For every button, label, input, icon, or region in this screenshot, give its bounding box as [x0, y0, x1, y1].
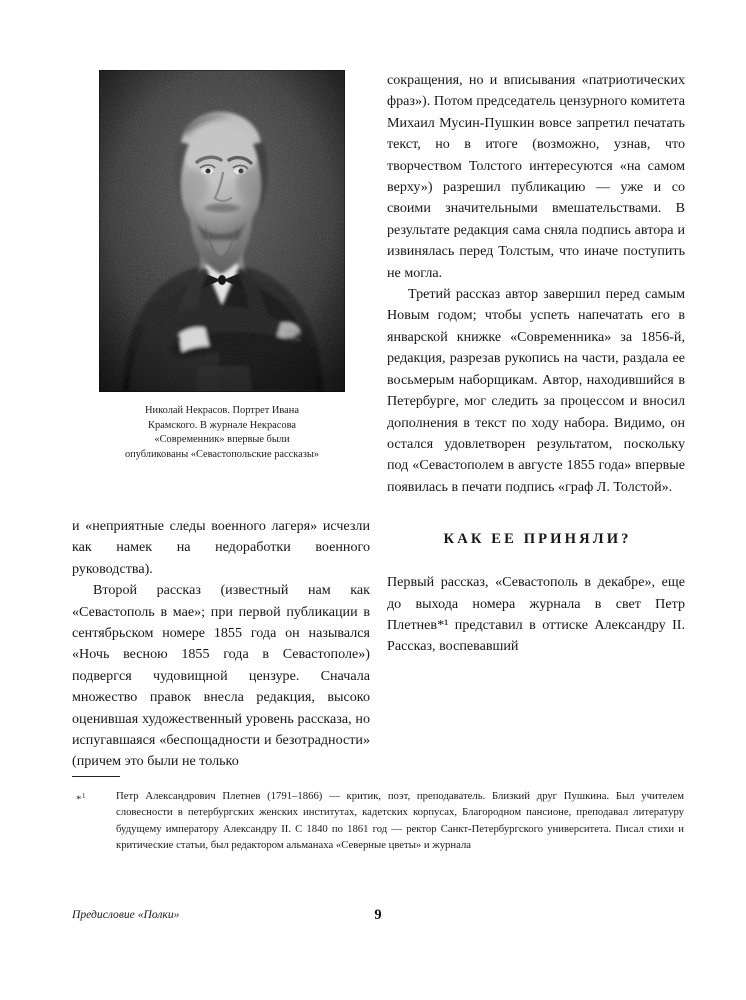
footnote-text: Петр Александрович Плетнев (1791–1866) — критик, поэт, преподаватель. Близкий друг Пушкина. Был учителем словесности в петербургских женских институтах, кадетских корпусах, Благородном пансионе, преподавал литературу будущему императору Александру II. С 1840 по 1861 год — ректор Санкт-Петербургского университета. Писал стихи и критические статьи, был редактором альманаха «Северные цветы» и журнала	[116, 790, 684, 852]
paragraph: Второй рассказ (известный нам как «Севастополь в мае»; при первой публикации в сентябрьском номере 1855 года он назывался «Ночь весною 1855 года в Севастополе») подвергся чудовищной цензуре. Сначала множество правок внесла редакция, высоко оценившая художественный уровень рассказа, но испугавшаяся «беспощадности и безотрадности» (причем это были не только	[72, 582, 370, 770]
running-title: Предисловие «Полки»	[72, 908, 180, 921]
paragraph: и «неприятные следы военного лагеря» исчезли как намек на недоработки военного руководства).	[72, 518, 370, 577]
paragraph: сокращения, но и вписывания «патриотических фраз»). Потом председатель цензурного комитета Михаил Мусин-Пушкин вовсе запретил печатать текст, но в итоге (возможно, узнав, что творчеством Толстого интересуются «на самом верху») разрешил публикацию — уже и со своими значительными вмешательствами. В результате редакция сама сняла подпись автора и извинялась перед Толстым, что иначе поступить не могла.	[387, 72, 685, 281]
caption-line: «Современник» впервые были	[154, 434, 290, 446]
paragraph: Третий рассказ автор завершил перед самым Новым годом; чтобы успеть напечатать его в январской книжке «Современника» за 1856-й, редакция, разрезав рукопись на части, раздала ее восьмерым наборщикам. Автор, находившийся в Петербурге, мог следить за процессом и вносил дополнения в текст по ходу набора. Видимо, он остался удовлетворен результатом, поскольку под «Севастополем в августе 1855 года» впервые появилась в печати подпись «граф Л. Толстой».	[387, 286, 685, 495]
footnote	[72, 776, 684, 854]
footnote-rule	[72, 776, 120, 777]
caption-line: опубликованы «Севастопольские рассказы»	[124, 448, 320, 460]
body-column-right	[387, 70, 685, 658]
footnote-marker: *$^1$	[76, 791, 87, 806]
section-heading: КАК ЕЕ ПРИНЯЛИ?	[443, 531, 632, 548]
paragraph: Первый рассказ, «Севастополь в декабре», еще до выхода номера журнала в свет Петр Плетнев*¹ представил в оттиске Александру II. Рассказ, воспевавший	[387, 574, 685, 655]
page-footer	[72, 908, 684, 928]
caption-line: Крамского. В журнале Некрасова	[148, 419, 296, 431]
caption-line: Николай Некрасов. Портрет Ивана	[145, 405, 299, 416]
body-column-left	[72, 70, 370, 773]
page-number: 9	[374, 907, 382, 923]
